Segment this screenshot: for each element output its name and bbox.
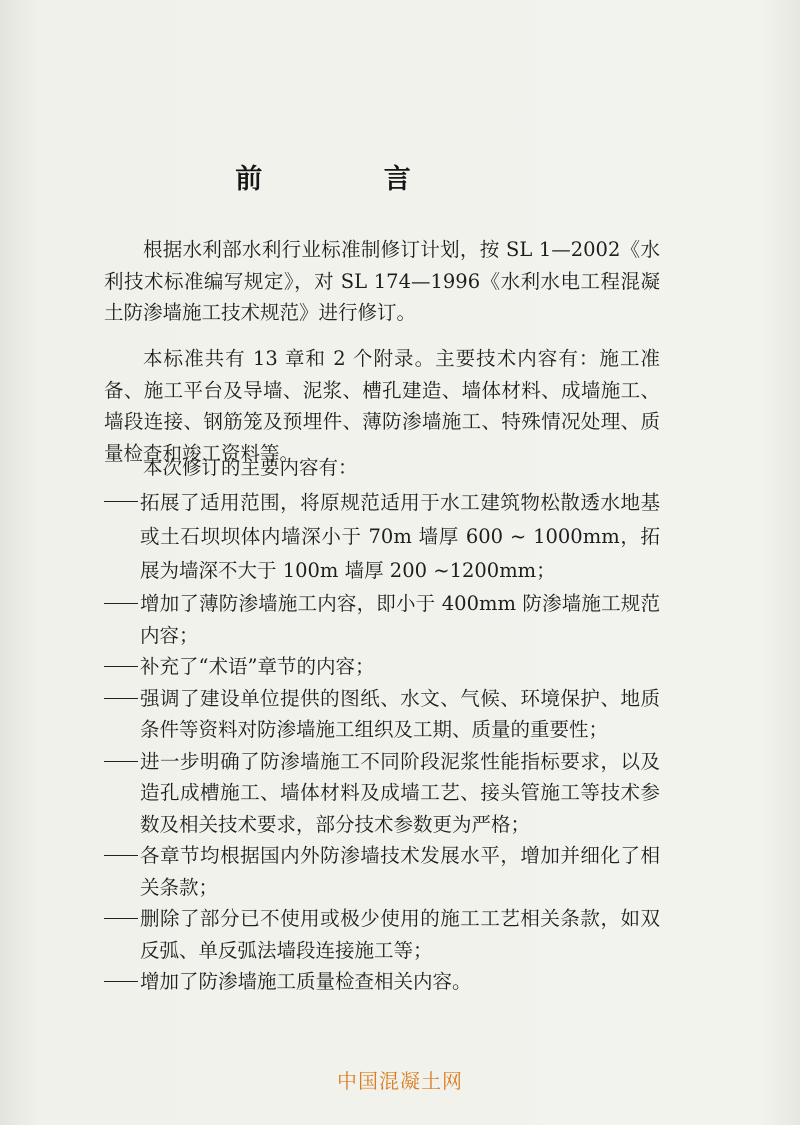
watermark-text: 中国混凝土网 (337, 1069, 463, 1093)
paragraph-revision-basis: 根据水利部水利行业标准制修订计划，按 SL 1—2002《水利技术标准编写规定》，对 SL 174—1996《水利水电工程混凝土防渗墙施工技术规范》进行修订。 (104, 238, 660, 324)
revision-item-terms: 补充了“术语”章节的内容； (104, 651, 660, 683)
revision-list (104, 486, 660, 998)
revision-item-owner-data: 强调了建设单位提供的图纸、水文、气候、环境保护、地质条件等资料对防渗墙施工组织及工期、质量的重要性； (104, 683, 660, 746)
paragraph-revision-intro: 本次修订的主要内容有： (143, 456, 358, 479)
revision-item-slurry: 进一步明确了防渗墙施工不同阶段泥浆性能指标要求，以及造孔成槽施工、墙体材料及成墙工艺、接头管施工等技术参数及相关技术要求，部分技术参数更为严格； (104, 746, 660, 841)
revision-item-thin-wall: 增加了薄防渗墙施工内容，即小于 400mm 防渗墙施工规范内容； (104, 588, 660, 651)
paragraph-content-summary: 本标准共有 13 章和 2 个附录。主要技术内容有：施工准备、施工平台及导墙、泥浆、槽孔建造、墙体材料、成墙施工、墙段连接、钢筋笼及预埋件、薄防渗墙施工、特殊情况处理、质量检查和竣工资料等。 (104, 347, 660, 465)
revision-item-scope: 拓展了适用范围，将原规范适用于水工建筑物松散透水地基或土石坝坝体内墙深小于 70m 墙厚 600 ~ 1000mm，拓展为墙深不大于 100m 墙厚 200 ~1200mm； (104, 486, 660, 588)
revision-item-removed: 删除了部分已不使用或极少使用的施工工艺相关条款，如双反弧、单反弧法墙段连接施工等； (104, 903, 660, 966)
revision-item-quality: 增加了防渗墙施工质量检查相关内容。 (104, 966, 660, 998)
document-title: 前 言 (235, 164, 467, 195)
revision-item-chapters: 各章节均根据国内外防渗墙技术发展水平，增加并细化了相关条款； (104, 840, 660, 903)
